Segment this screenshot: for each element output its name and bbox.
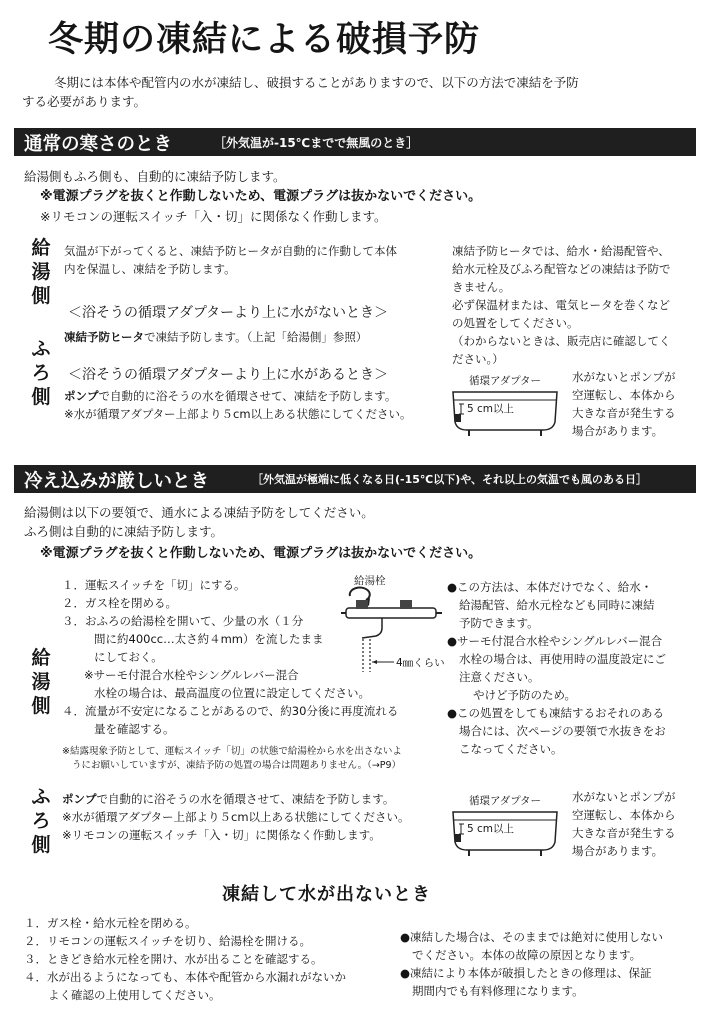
- text-line: 必ず保温材または、電気ヒータを巻くなど: [452, 298, 671, 312]
- section2-note: ※電源プラグを抜くと作動しないため、電源プラグは抜かないでください。: [40, 546, 482, 561]
- text-line: 水がないとポンプが: [572, 370, 676, 384]
- bullet-line: ●この処置をしても凍結するおそれのある: [447, 706, 665, 720]
- bullet-line: 給湯配管、給水元栓なども同時に凍結: [459, 598, 655, 612]
- intro-text: [22, 73, 692, 111]
- step-line: よく確認の上使用してください。: [48, 988, 221, 1002]
- section-title: 冷え込みが厳しいとき: [24, 471, 210, 492]
- diagram-label: 循環アダプター: [469, 375, 542, 387]
- label-kyuto: [30, 646, 52, 718]
- label-glyph: 側: [31, 834, 51, 856]
- bullet-line: 場合には、次ページの要領で水抜きをお: [459, 724, 666, 738]
- text-line: 凍結予防ヒータでは、給水・給湯配管や、: [452, 244, 670, 258]
- text-line: うにお願いしていますが、凍結予防の処置の場合は問題ありません。（→P9）: [72, 760, 402, 771]
- label-glyph: ふ: [31, 786, 51, 808]
- furo-case1-heading: ＜浴そうの循環アダプターより上に水がないとき＞: [68, 305, 389, 321]
- faucet-dimension: 4㎜くらい: [396, 657, 445, 669]
- label-char: [30, 646, 52, 718]
- text-line: きません。: [452, 280, 511, 294]
- step-line: １．ガス栓・給水元栓を閉める。: [24, 916, 197, 930]
- section2-furo-note: ※リモコンの運転スイッチ「入・切」に関係なく作動します。: [62, 828, 381, 842]
- section-bar-normal-cold: [14, 128, 696, 156]
- text-line: ※結露現象予防として、運転スイッチ「切」の状態で給湯栓から水を出さないよ: [62, 746, 402, 757]
- label-glyph: 湯: [31, 671, 51, 693]
- step-line: １．運転スイッチを「切」にする。: [62, 578, 246, 592]
- step-line: にしておく。: [94, 650, 163, 664]
- step-line: 間に約400cc…太さ約４mm）を流したまま: [94, 632, 324, 646]
- text-line: ださい。）: [452, 352, 504, 366]
- text-span: で凍結予防します。（上記「給湯側」参照）: [144, 330, 368, 344]
- section1-note: ※リモコンの運転スイッチ「入・切」に関係なく作動します。: [40, 209, 387, 224]
- label-glyph: 側: [31, 386, 51, 408]
- section-bar-severe-cold: [14, 465, 696, 493]
- label-glyph: 給: [31, 237, 51, 259]
- step-line: 水栓の場合は、最高温度の位置に設定してください。: [94, 686, 370, 700]
- text-line: 給湯側は以下の要領で、通水による凍結予防をしてください。: [24, 505, 374, 520]
- diagram-dimension: 5 cm以上: [467, 403, 515, 415]
- faucet-diagram: [336, 576, 446, 676]
- bold-term: ポンプ: [64, 389, 99, 403]
- page-title: 冬期の凍結による破損予防: [48, 20, 481, 60]
- label-char: [30, 785, 52, 857]
- furo-case2-text: [64, 387, 396, 405]
- label-furo: [30, 337, 52, 409]
- text-line: の処置をしてください。: [452, 316, 579, 330]
- step-line: ２．リモコンの運転スイッチを切り、給湯栓を開ける。: [24, 934, 312, 948]
- text-line: 気温が下がってくると、凍結予防ヒータが自動的に作動して本体: [64, 244, 398, 258]
- diagram-caption: [572, 368, 696, 440]
- diagram-dimension: 5 cm以上: [467, 823, 515, 835]
- step-line: ※サーモ付混合水栓やシングルレバー混合: [84, 668, 299, 682]
- faucet-label: 給湯栓: [354, 575, 386, 587]
- intro-line: 冬期には本体や配管内の水が凍結し、破損することがありますので、以下の方法で凍結を予防: [54, 75, 579, 90]
- bullet-line: でください。本体の故障の原因となります。: [412, 948, 642, 962]
- text-line: 水がないとポンプが: [572, 790, 676, 804]
- furo-case2-note: ※水が循環アダプター上部より５cm以上ある状態にしてください。: [64, 407, 412, 421]
- section3-heading: 凍結して水が出ないとき: [222, 884, 431, 905]
- label-char: [30, 337, 52, 409]
- step-line: ２．ガス栓を閉める。: [62, 596, 177, 610]
- label-glyph: ろ: [31, 810, 51, 832]
- bullet-line: 水栓の場合は、再使用時の温度設定にご: [459, 652, 666, 666]
- diagram-label: 循環アダプター: [469, 795, 542, 807]
- bullet-line: ●凍結した場合は、そのままでは絶対に使用しない: [400, 930, 664, 944]
- section-condition: ［外気温が-15℃までで無風のとき］: [214, 136, 419, 150]
- bullet-line: こなってください。: [459, 742, 563, 756]
- section3-steps: [24, 914, 394, 1004]
- bullet-line: 予防できます。: [459, 616, 539, 630]
- section1-note: ※電源プラグを抜くと作動しないため、電源プラグは抜かないでください。: [40, 189, 482, 204]
- label-glyph: 給: [31, 647, 51, 669]
- text-line: （わからないときは、販売店に確認してく: [452, 334, 671, 348]
- bold-term: ポンプ: [62, 792, 97, 806]
- section2-furo-note: ※水が循環アダプター上部より５cm以上ある状態にしてください。: [62, 810, 410, 824]
- bullet-line: ●サーモ付混合水栓やシングルレバー混合: [447, 634, 663, 648]
- text-line: 大きな音が発生する: [572, 406, 676, 420]
- section3-bullets: [400, 928, 698, 1000]
- text-span: で自動的に浴そうの水を循環させて、凍結を予防します。: [96, 792, 395, 806]
- step-line: ３．ときどき給水元栓を開け、水が出ることを確認する。: [24, 952, 323, 966]
- bullet-line: ●この方法は、本体だけでなく、給水・: [447, 580, 653, 594]
- label-furo: [30, 785, 52, 857]
- section2-small-note: [62, 745, 452, 773]
- bullet-line: 期間内でも有料修理になります。: [412, 984, 584, 998]
- text-line: 給水元栓及びふろ配管などの凍結は予防で: [452, 262, 671, 276]
- bold-term: 凍結予防ヒータ: [64, 330, 145, 344]
- intro-line: する必要があります。: [22, 94, 147, 109]
- section1-lead: 給湯側もふろ側も、自動的に凍結予防します。: [24, 169, 286, 184]
- text-line: 場合があります。: [572, 844, 664, 858]
- diagram-caption: [572, 788, 696, 860]
- label-glyph: ろ: [31, 362, 51, 384]
- section2-lead: [24, 503, 684, 541]
- label-glyph: 側: [31, 695, 51, 717]
- section-title: 通常の寒さのとき: [24, 134, 173, 155]
- section-condition: ［外気温が極端に低くなる日(-15℃以下)や、それ以上の気温でも風のある日］: [252, 473, 648, 486]
- label-char: [30, 236, 52, 308]
- label-glyph: ふ: [31, 338, 51, 360]
- section2-furo-text: [62, 790, 394, 808]
- text-line: ふろ側は自動的に凍結予防します。: [24, 524, 224, 539]
- bullet-line: 注意ください。: [459, 670, 540, 684]
- bath-diagram: [447, 370, 567, 440]
- step-line: 量を確認する。: [94, 722, 175, 736]
- furo-case2-heading: ＜浴そうの循環アダプターより上に水があるとき＞: [68, 367, 389, 383]
- label-kyuto: [30, 236, 52, 308]
- step-line: ３．おふろの給湯栓を開いて、少量の水（１分: [62, 614, 304, 628]
- text-span: で自動的に浴そうの水を循環させて、凍結を予防します。: [98, 389, 397, 403]
- step-line: ４．流量が不安定になることがあるので、約30分後に再度流れる: [62, 704, 399, 718]
- text-line: 空運転し、本体から: [572, 808, 676, 822]
- section1-kyuto-text: [64, 242, 444, 278]
- label-glyph: 側: [31, 285, 51, 307]
- bullet-line: やけど予防のため。: [473, 688, 577, 702]
- bath-diagram: [447, 790, 567, 860]
- text-line: 空運転し、本体から: [572, 388, 676, 402]
- section2-right-bullets: [447, 578, 697, 758]
- text-line: 内を保温し、凍結を予防します。: [64, 262, 236, 276]
- text-line: 場合があります。: [572, 424, 664, 438]
- section1-right-note: [452, 242, 692, 368]
- label-glyph: 湯: [31, 261, 51, 283]
- text-line: 大きな音が発生する: [572, 826, 676, 840]
- step-line: ４．水が出るようになっても、本体や配管から水漏れがないか: [24, 970, 346, 984]
- furo-case1-text: [64, 328, 367, 346]
- bullet-line: ●凍結により本体が破損したときの修理は、保証: [400, 966, 652, 980]
